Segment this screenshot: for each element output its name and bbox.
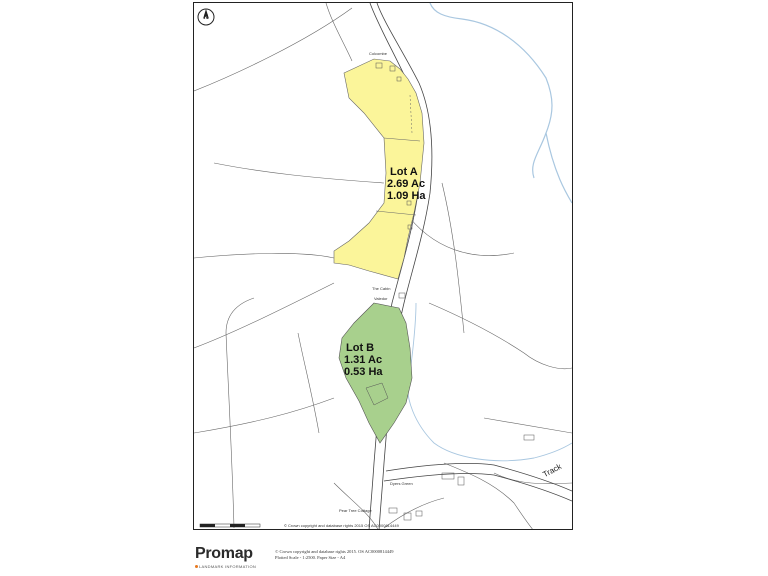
promap-logo: Promap bbox=[195, 545, 253, 562]
copyright-line-2: Plotted Scale - 1:2500. Paper Size - A4 bbox=[275, 555, 346, 560]
map-copyright: © Crown copyright and database rights 2015 OS AC0000814449 bbox=[284, 523, 399, 528]
footer-copyright bbox=[275, 549, 394, 561]
map-canvas bbox=[194, 3, 573, 530]
scale-bar bbox=[200, 524, 260, 527]
promap-logo-subtitle bbox=[195, 564, 256, 569]
logo-dot-icon bbox=[195, 565, 198, 568]
place-label-the-cabin: The Cabin bbox=[372, 286, 391, 291]
lot-b-hectares: 0.53 Ha bbox=[344, 366, 383, 378]
place-label-pear-tree-cottage: Pear Tree Cottage bbox=[339, 508, 372, 513]
lot-b-acres: 1.31 Ac bbox=[344, 354, 383, 366]
logo-subtitle-text: LANDMARK INFORMATION bbox=[199, 564, 257, 569]
map-footer bbox=[193, 541, 573, 571]
stream-line-2 bbox=[408, 303, 572, 461]
site-map bbox=[193, 2, 573, 530]
building bbox=[399, 293, 405, 298]
track-label: Track bbox=[541, 461, 563, 480]
lot-a-hectares: 1.09 Ha bbox=[387, 190, 426, 202]
lot-b-name: Lot B bbox=[346, 342, 375, 354]
north-label: N bbox=[203, 15, 209, 21]
copyright-line-1: © Crown copyright and database rights 2015. OS AC0000814449 bbox=[275, 549, 394, 554]
stream-line bbox=[430, 3, 572, 203]
lot-a-name: Lot A bbox=[390, 166, 418, 178]
place-label-valedor: Valedor bbox=[374, 296, 388, 301]
north-arrow-icon bbox=[198, 9, 214, 25]
place-label-dyers-green: Dyers Green bbox=[390, 481, 413, 486]
place-label-colcombe: Colcombe bbox=[369, 51, 388, 56]
lot-a-acres: 2.69 Ac bbox=[387, 178, 426, 190]
